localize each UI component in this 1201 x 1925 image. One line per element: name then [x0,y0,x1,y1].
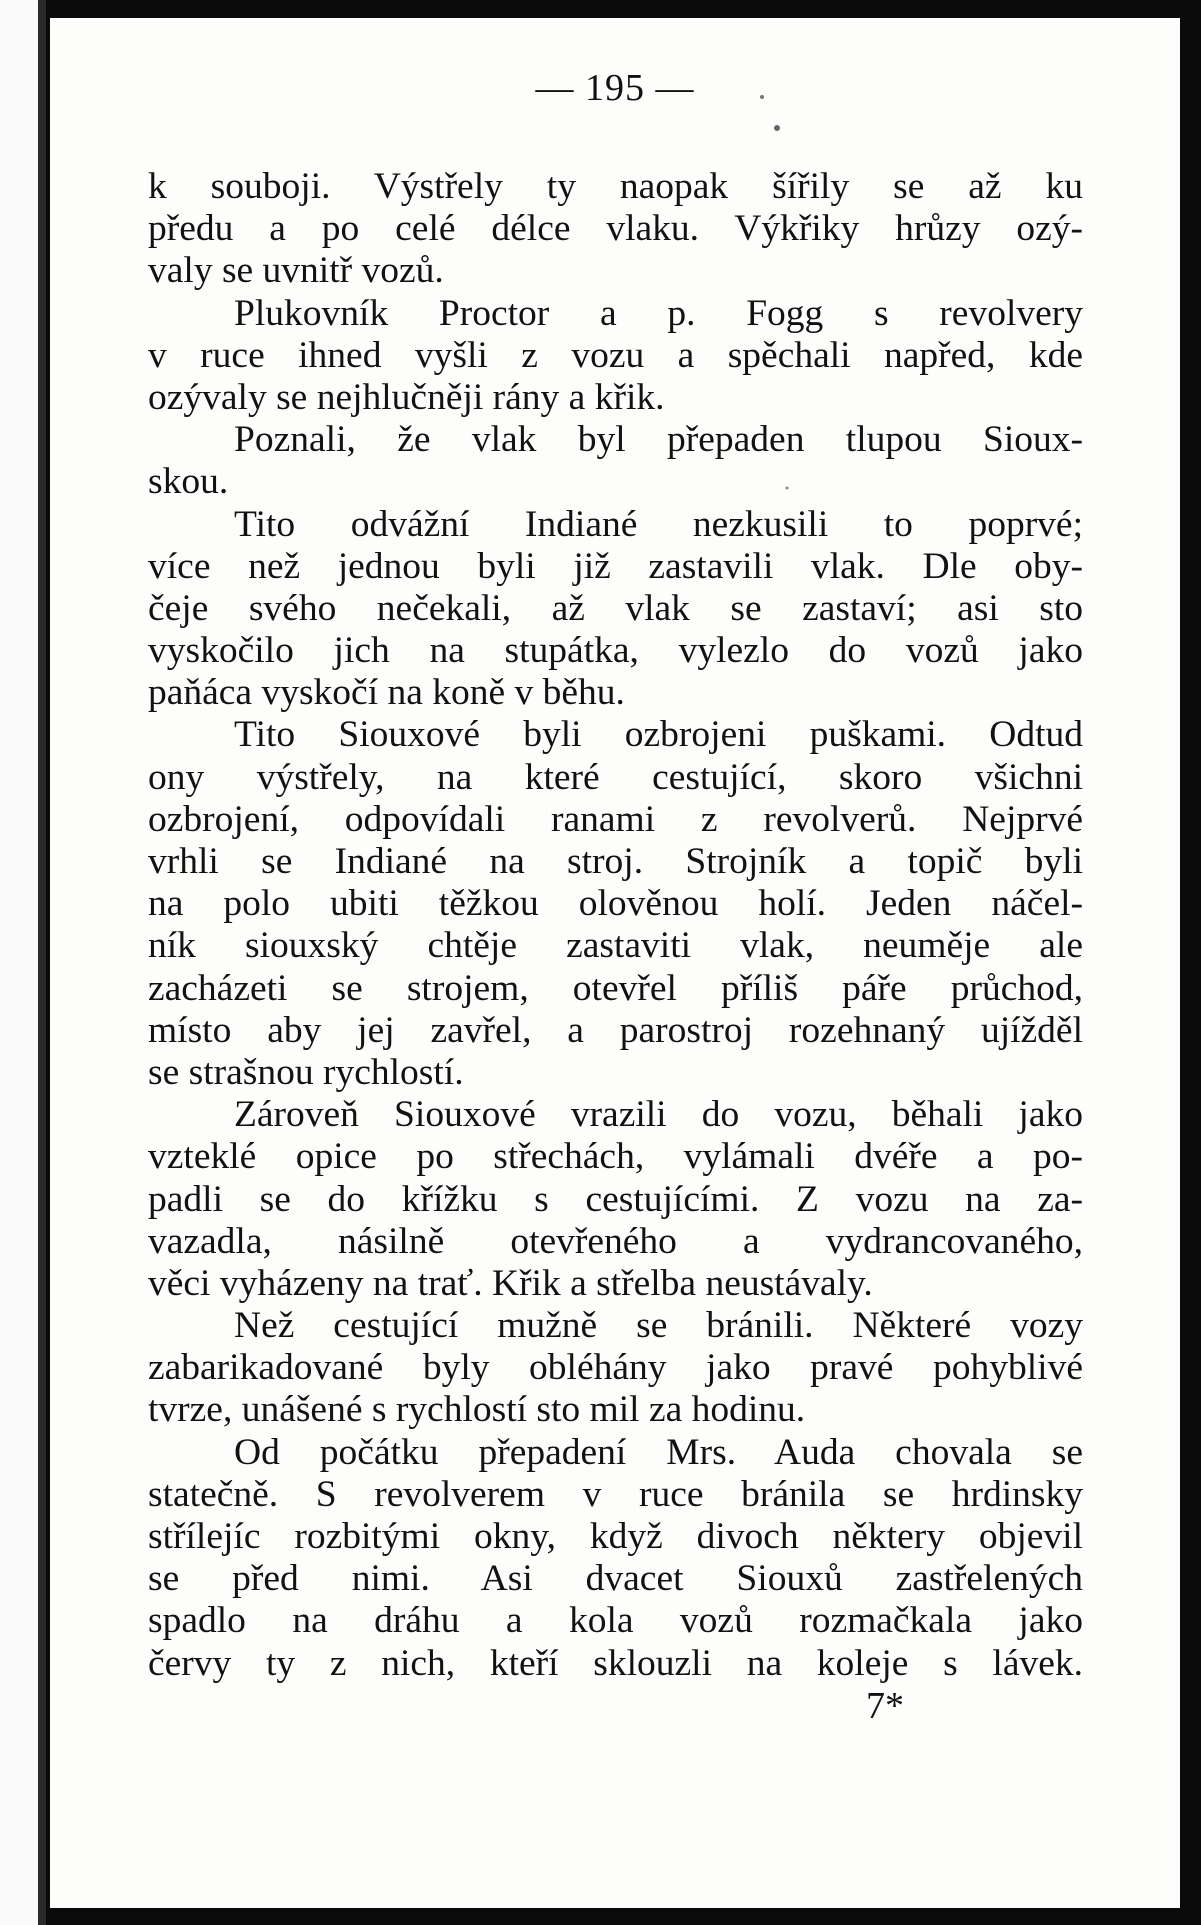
adjacent-page-edge [0,0,38,1925]
text-line: v ruce ihned vyšli z vozu a spěchali napřed, kde [148,334,1083,376]
text-line: tvrze, unášené s rychlostí sto mil za hodinu. [148,1389,806,1431]
text-line: statečně. S revolverem v ruce bránila se hrdinsky [148,1473,1083,1515]
binding-shadow [38,0,46,1925]
text-line: na polo ubiti těžkou olověnou holí. Jeden náčel- [148,883,1083,925]
text-line: vazadla, násilně otevřeného a vydrancovaného, [148,1220,1083,1262]
text-line: ozývaly se nejhlučněji rány a křik. [148,376,665,418]
page-number: — 195 — [535,67,695,109]
text-line: vrhli se Indiané na stroj. Strojník a topič byli [148,841,1083,882]
text-line: zacházeti se strojem, otevřel příliš páře průchod, [148,967,1083,1009]
text-line: Zároveň Siouxové vrazili do vozu, běhali jako [234,1094,1083,1136]
text-line: spadlo na dráhu a kola vozů rozmačkala jako [148,1600,1083,1642]
text-line: k souboji. Výstřely ty naopak šířily se až ku [148,166,1083,207]
text-line: se strašnou rychlostí. [148,1051,464,1093]
text-line: ony výstřely, na které cestující, skoro všichni [148,756,1083,798]
text-line: se před nimi. Asi dvacet Siouxů zastřelených [148,1558,1083,1600]
book-page [50,18,1180,1908]
text-line: více než jednou byli již zastavili vlak. Dle oby- [148,545,1083,587]
text-line: valy se uvnitř vozů. [148,250,444,292]
signature-mark: 7* [866,1685,904,1727]
text-line: místo aby jej zavřel, a parostroj rozehnaný ujížděl [148,1009,1083,1051]
text-line: Od počátku přepadení Mrs. Auda chovala se [234,1431,1083,1473]
speck [774,125,780,131]
text-line: Než cestující mužně se bránili. Některé vozy [234,1305,1083,1347]
body-text [148,166,1083,1685]
text-line: Plukovník Proctor a p. Fogg s revolvery [234,292,1083,334]
text-line: padli se do křížku s cestujícími. Z vozu na za- [148,1178,1083,1220]
text-line: předu a po celé délce vlaku. Výkřiky hrůzy ozý- [148,208,1083,250]
text-line: ník siouxský chtěje zastaviti vlak, neuměje ale [148,925,1083,967]
text-line: čeje svého nečekali, až vlak se zastaví; asi sto [148,587,1083,629]
text-line: ozbrojení, odpovídali ranami z revolverů. Nejprvé [148,798,1083,840]
text-line: paňáca vyskočí na koně v běhu. [148,672,625,714]
text-line: Tito Siouxové byli ozbrojeni puškami. Odtud [234,714,1083,756]
text-line: Poznali, že vlak byl přepaden tlupou Sioux- [234,419,1083,461]
text-line: vzteklé opice po střechách, vylámali dvéře a po- [148,1136,1083,1178]
text-line: červy ty z nich, kteří sklouzli na koleje s lávek. [148,1642,1083,1684]
text-line: střílejíc rozbitými okny, když divoch některy objevil [148,1516,1083,1557]
text-line: skou. [148,461,229,503]
text-line: Tito odvážní Indiané nezkusili to poprvé; [234,503,1083,545]
text-line: zabarikadované byly obléhány jako pravé pohyblivé [148,1347,1083,1389]
text-line: vyskočilo jich na stupátka, vylezlo do vozů jako [148,630,1083,672]
text-line: věci vyházeny na trať. Křik a střelba neustávaly. [148,1262,873,1304]
